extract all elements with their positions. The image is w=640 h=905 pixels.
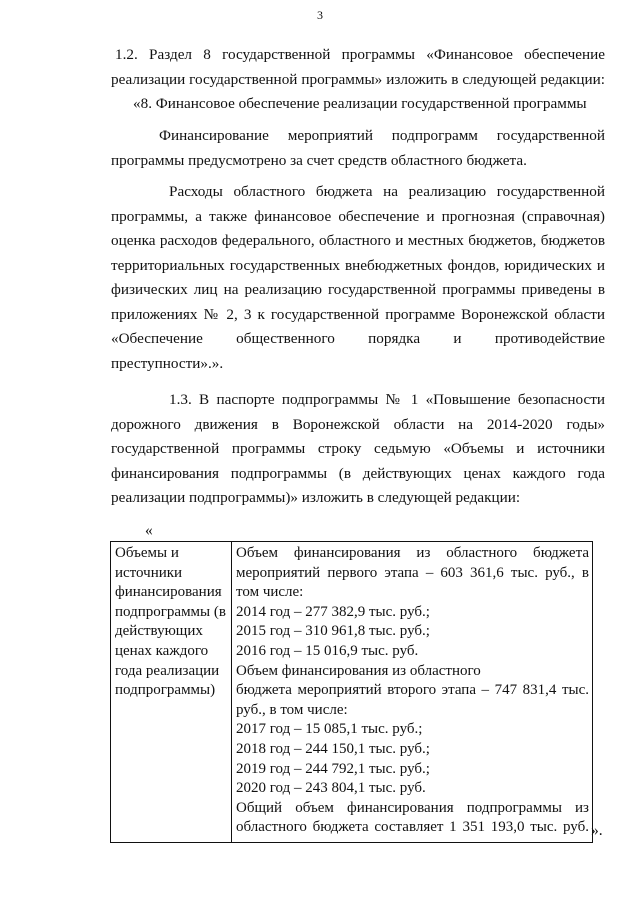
value-line: 2017 год – 15 085,1 тыс. руб.;	[236, 721, 423, 738]
value-line: областного бюджета составляет 1 351 193,0 тыс. руб.	[236, 819, 589, 836]
label-line: финансирования	[115, 584, 222, 601]
section-1-3-line: реализации подпрограммы)» изложить в следующей редакции:	[111, 489, 521, 506]
value-line: Объем финансирования из областного бюджета	[236, 545, 589, 561]
table-value-cell	[232, 542, 593, 843]
section-1-3-line: государственной программы строку седьмую «Объемы и источники	[111, 440, 605, 457]
value-line: Общий объем финансирования подпрограммы из	[236, 799, 589, 816]
label-line: Объемы и	[115, 545, 179, 561]
paragraph-line: программы, а также финансовое обеспечение и прогнозная (справочная)	[111, 207, 605, 225]
table-row	[111, 542, 593, 843]
label-line: ценах каждого	[115, 642, 209, 659]
value-line: 2016 год – 15 016,9 тыс. руб.	[236, 642, 419, 659]
paragraph-line: «Обеспечение общественного порядка и противодействие	[111, 330, 605, 347]
section-1-3-line: дорожного движения в Воронежской области на 2014-2020 годы»	[111, 415, 605, 433]
paragraph-line: физических лиц на реализацию государственной программы приведены в	[111, 281, 605, 298]
section-1-2	[111, 43, 605, 117]
paragraph-line: приложениях № 2, 3 к государственной программе Воронежской области	[111, 305, 605, 323]
value-line: 2018 год – 244 150,1 тыс. руб.;	[236, 740, 430, 757]
value-line: 2019 год – 244 792,1 тыс. руб.;	[236, 760, 430, 777]
paragraph-financing	[111, 124, 605, 173]
value-line: бюджета мероприятий второго этапа – 747 831,4 тыс.	[236, 682, 589, 699]
value-line: 2014 год – 277 382,9 тыс. руб.;	[236, 603, 430, 620]
value-line: Объем финансирования из областного	[236, 662, 481, 679]
page-number: 3	[317, 8, 323, 22]
value-line: мероприятий первого этапа – 603 361,6 тыс. руб., в	[236, 564, 589, 581]
value-line: 2015 год – 310 961,8 тыс. руб.;	[236, 623, 430, 640]
label-line: источники	[115, 564, 183, 581]
paragraph-line: Финансирование мероприятий подпрограмм государственной	[159, 127, 605, 144]
label-line: подпрограммы (в	[115, 603, 226, 620]
closing-quote: ».	[591, 822, 603, 839]
paragraph-line: программы предусмотрено за счет средств областного бюджета.	[111, 151, 527, 169]
label-line: действующих	[115, 623, 203, 640]
value-line: том числе:	[236, 584, 304, 601]
section-1-3	[111, 388, 605, 511]
financing-table	[110, 541, 593, 843]
opening-quote: «	[145, 522, 153, 539]
value-line: руб., в том числе:	[236, 701, 348, 718]
value-line: 2020 год – 243 804,1 тыс. руб.	[236, 780, 426, 797]
section-1-3-line: финансирования подпрограммы (в действующих ценах каждого года	[111, 464, 605, 482]
paragraph-line: территориальных государственных внебюджетных фондов, юридических и	[111, 256, 605, 274]
table-label-cell	[111, 542, 232, 843]
section-1-2-line: реализации государственной программы» изложить в следующей редакции:	[111, 70, 605, 88]
paragraph-line: преступности».».	[111, 354, 224, 372]
paragraph-line: оценка расходов федерального, областного и местных бюджетов, бюджетов	[111, 232, 605, 249]
section-1-3-line: 1.3. В паспорте подпрограммы № 1 «Повышение безопасности	[169, 391, 605, 408]
label-line: года реализации	[115, 662, 220, 679]
paragraph-expenses	[111, 180, 605, 376]
section-1-2-line: 1.2. Раздел 8 государственной программы «Финансовое обеспечение	[115, 46, 605, 63]
paragraph-line: Расходы областного бюджета на реализацию государственной	[169, 183, 605, 200]
section-8-heading: «8. Финансовое обеспечение реализации государственной программы	[133, 95, 587, 112]
label-line: подпрограммы)	[115, 682, 216, 699]
